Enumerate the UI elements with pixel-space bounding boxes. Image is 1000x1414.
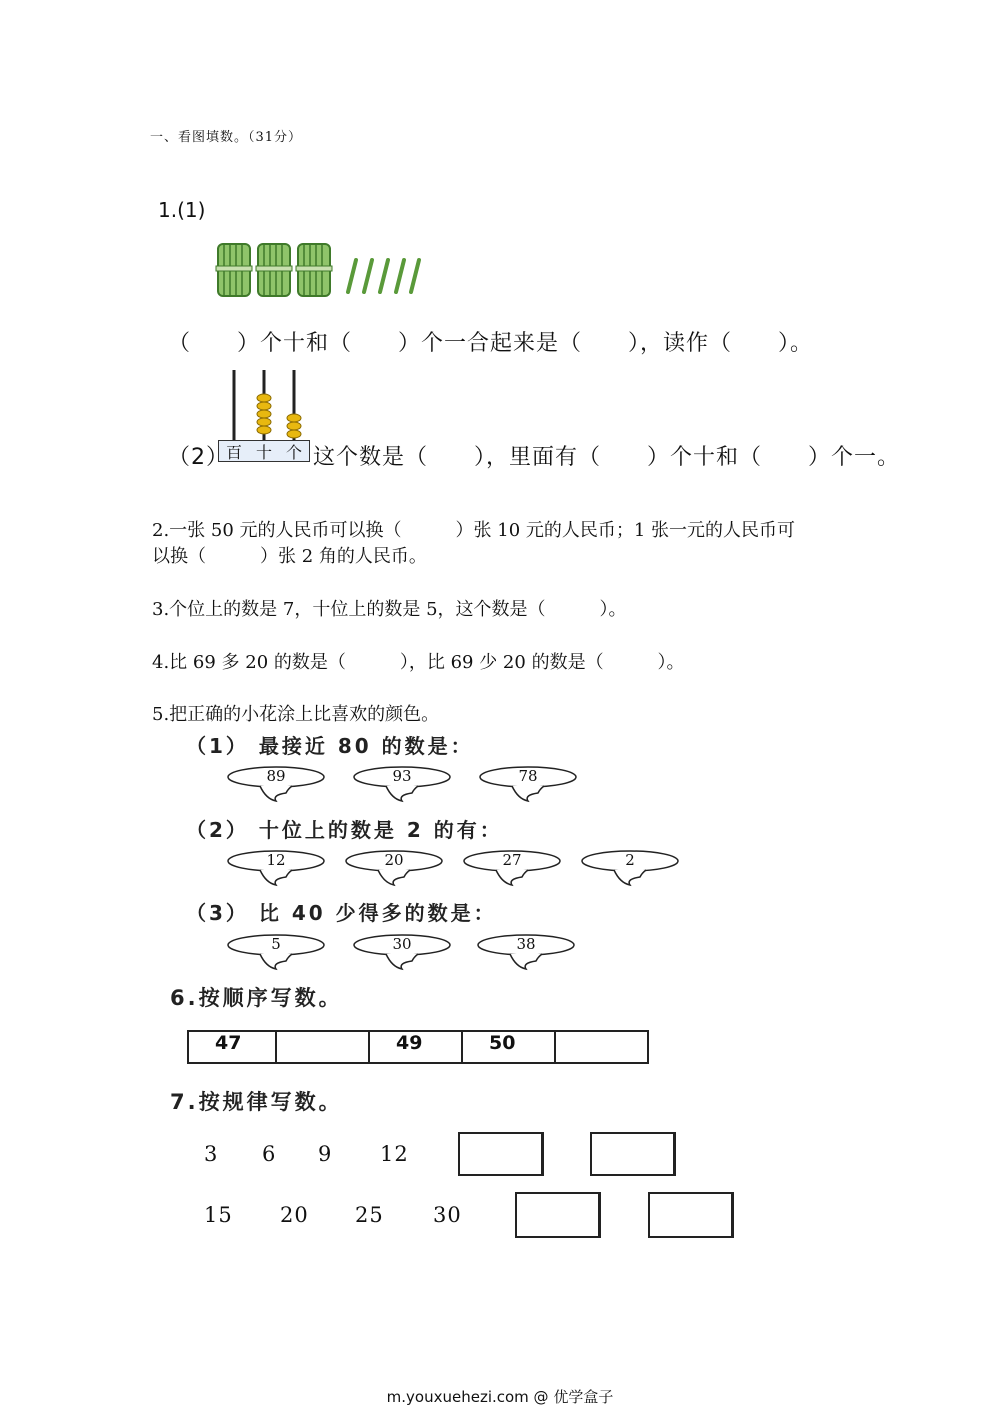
single-sticks xyxy=(348,260,419,292)
abacus-image xyxy=(216,370,312,442)
q4-text: 4.比 69 多 20 的数是（ ），比 69 少 20 的数是（ ）。 xyxy=(152,652,685,673)
footer-watermark: m.youxuehezi.com @ 优学盒子 xyxy=(386,1388,614,1406)
q5-group2-label: （2） 十位上的数是 2 的有： xyxy=(186,818,503,842)
flower-option[interactable] xyxy=(226,849,326,889)
flower-number: 78 xyxy=(518,767,538,785)
q3-text: 3.个位上的数是 7，十位上的数是 5，这个数是（ ）。 xyxy=(152,599,627,620)
flower-option[interactable] xyxy=(226,765,326,805)
sequence-cell: 50 xyxy=(462,1031,555,1063)
stick-bundle-1 xyxy=(216,244,252,296)
flower-option[interactable] xyxy=(476,933,576,973)
sequence-cell: 47 xyxy=(188,1031,276,1063)
sequence-cell: 49 xyxy=(369,1031,462,1063)
q7-title: 7.按规律写数。 xyxy=(170,1090,343,1114)
q1-label: 1.(1) xyxy=(158,198,206,222)
flower-number: 38 xyxy=(516,935,536,953)
pattern-answer-box[interactable] xyxy=(515,1192,601,1238)
flower-option[interactable] xyxy=(344,849,444,889)
place-label-ones: 个 xyxy=(285,442,302,462)
q5-title: 5.把正确的小花涂上比喜欢的颜色。 xyxy=(152,704,440,725)
place-label-tens: 十 xyxy=(255,442,272,462)
flower-option[interactable] xyxy=(226,933,326,973)
pattern-number: 6 xyxy=(262,1142,277,1166)
sequence-table xyxy=(187,1030,649,1064)
pattern-number: 15 xyxy=(204,1203,233,1227)
flower-option[interactable] xyxy=(580,849,680,889)
place-label-hundreds: 百 xyxy=(225,442,242,462)
pattern-number: 3 xyxy=(204,1142,219,1166)
flower-option[interactable] xyxy=(352,933,452,973)
q5-group3-label: （3） 比 40 少得多的数是： xyxy=(186,901,497,925)
q2-line2: 以换（ ）张 2 角的人民币。 xyxy=(152,546,427,567)
flower-number: 20 xyxy=(384,851,404,869)
bundles-of-sticks-image xyxy=(212,240,427,302)
flower-option[interactable] xyxy=(352,765,452,805)
q1-fill-line: （ ）个十和（ ）个一合起来是（ ），读作（ ）。 xyxy=(168,331,814,356)
pattern-number: 25 xyxy=(355,1203,384,1227)
q1-part2-number: （2） xyxy=(168,445,229,470)
flower-option[interactable] xyxy=(462,849,562,889)
pattern-number: 12 xyxy=(380,1142,409,1166)
flower-option[interactable] xyxy=(478,765,578,805)
pattern-answer-box[interactable] xyxy=(458,1132,544,1176)
q2-line1: 2.一张 50 元的人民币可以换（ ）张 10 元的人民币；1 张一元的人民币可 xyxy=(152,520,796,541)
flower-number: 2 xyxy=(625,851,635,869)
q6-title: 6.按顺序写数。 xyxy=(170,986,343,1010)
pattern-answer-box[interactable] xyxy=(590,1132,676,1176)
pattern-number: 20 xyxy=(280,1203,309,1227)
abacus-place-labels xyxy=(218,440,310,462)
pattern-number: 30 xyxy=(433,1203,462,1227)
q5-group1-label: （1） 最接近 80 的数是： xyxy=(186,734,474,758)
sequence-answer-cell[interactable] xyxy=(276,1031,369,1063)
flower-number: 27 xyxy=(502,851,522,869)
section-title: 一、看图填数。（31分） xyxy=(150,130,303,145)
pattern-answer-box[interactable] xyxy=(648,1192,734,1238)
pattern-number: 9 xyxy=(318,1142,333,1166)
flower-number: 93 xyxy=(392,767,412,785)
flower-number: 30 xyxy=(392,935,412,953)
flower-number: 5 xyxy=(271,935,281,953)
stick-bundle-2 xyxy=(256,244,292,296)
q1-part2-text: 这个数是（ ），里面有（ ）个十和（ ）个一。 xyxy=(313,445,901,470)
flower-number: 89 xyxy=(266,767,286,785)
sequence-answer-cell[interactable] xyxy=(555,1031,648,1063)
stick-bundle-3 xyxy=(296,244,332,296)
flower-number: 12 xyxy=(266,851,286,869)
